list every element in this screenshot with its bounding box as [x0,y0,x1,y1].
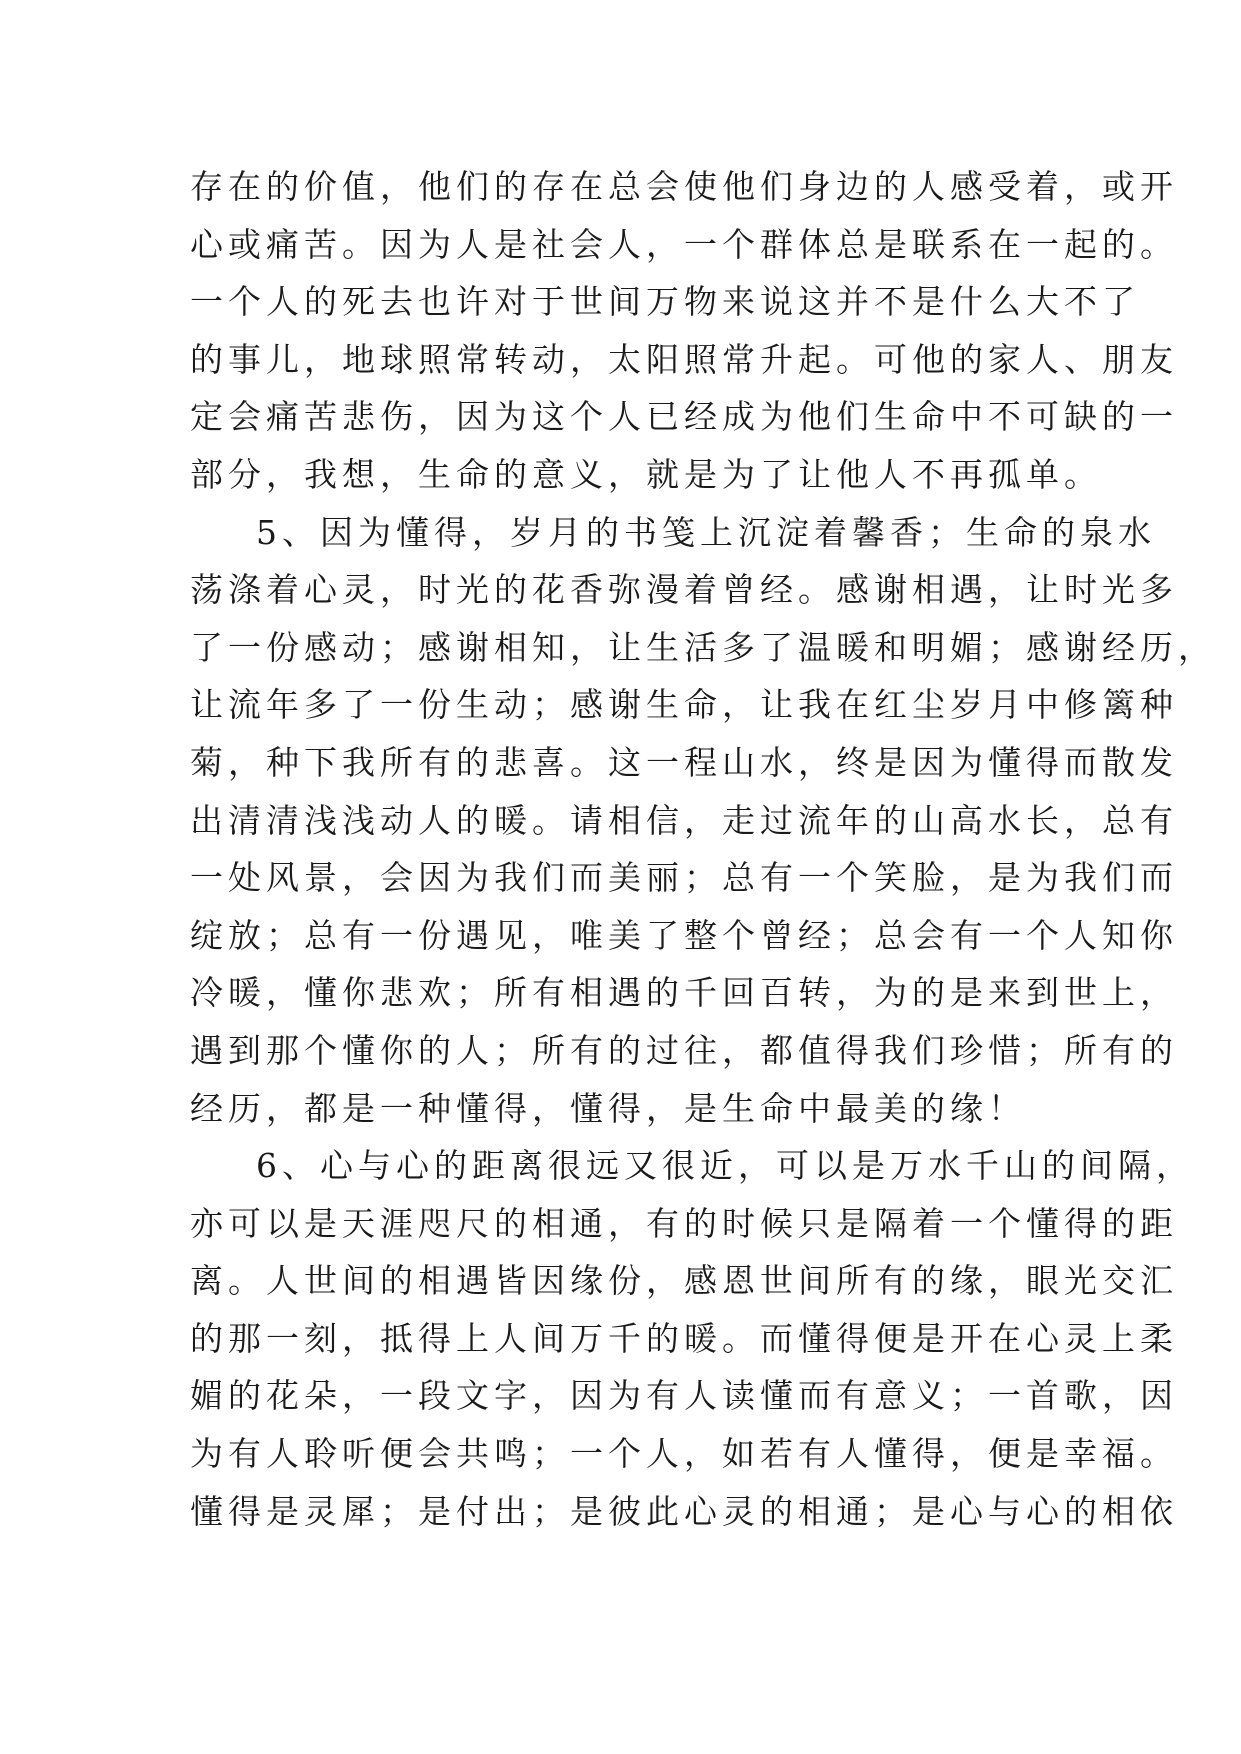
text-line: 离。人世间的相遇皆因缘份，感恩世间所有的缘，眼光交汇 [190,1261,1178,1301]
text-line: 遇到那个懂你的人；所有的过往，都值得我们珍惜；所有的 [190,1030,1178,1070]
text-line: 出清清浅浅动人的暖。请相信，走过流年的山高水长，总有 [190,800,1178,840]
text-line: 为有人聆听便会共鸣；一个人，如若有人懂得，便是幸福。 [190,1434,1178,1474]
text-line: 让流年多了一份生动；感谢生命，让我在红尘岁月中修篱种 [190,685,1178,725]
text-line: 冷暖，懂你悲欢；所有相遇的千回百转，为的是来到世上， [190,973,1178,1013]
text-line: 媚的花朵，一段文字，因为有人读懂而有意义；一首歌，因 [190,1376,1178,1416]
text-line: 亦可以是天涯咫尺的相通，有的时候只是隔着一个懂得的距 [190,1203,1178,1243]
paragraph-start-line: 5、因为懂得，岁月的书笺上沉淀着馨香；生命的泉水 [256,512,1156,552]
text-line: 了一份感动；感谢相知，让生活多了温暖和明媚；感谢经历， [190,627,1216,667]
text-line: 存在的价值，他们的存在总会使他们身边的人感受着，或开 [190,167,1178,206]
body-text [190,158,1216,1540]
text-line: 绽放；总有一份遇见，唯美了整个曾经；总会有一个人知你 [190,915,1178,955]
text-line: 荡涤着心灵，时光的花香弥漫着曾经。感谢相遇，让时光多 [190,570,1178,610]
paragraph-start-line: 6、心与心的距离很远又很近，可以是万水千山的间隔， [256,1146,1194,1186]
text-line: 心或痛苦。因为人是社会人，一个群体总是联系在一起的。 [190,224,1178,264]
text-line: 部分，我想，生命的意义，就是为了让他人不再孤单。 [190,454,1102,494]
text-line: 一处风景，会因为我们而美丽；总有一个笑脸，是为我们而 [190,858,1178,898]
text-line: 懂得是灵犀；是付出；是彼此心灵的相通；是心与心的相依 [190,1491,1178,1531]
text-line: 菊，种下我所有的悲喜。这一程山水，终是因为懂得而散发 [190,742,1178,782]
text-line: 的事儿，地球照常转动，太阳照常升起。可他的家人、朋友 [190,339,1178,379]
text-line: 一个人的死去也许对于世间万物来说这并不是什么大不了 [190,282,1140,322]
text-line: 定会痛苦悲伤，因为这个人已经成为他们生命中不可缺的一 [190,397,1178,437]
text-line: 的那一刻，抵得上人间万千的暖。而懂得便是开在心灵上柔 [190,1318,1178,1358]
text-line: 经历，都是一种懂得，懂得，是生命中最美的缘！ [190,1088,1026,1128]
